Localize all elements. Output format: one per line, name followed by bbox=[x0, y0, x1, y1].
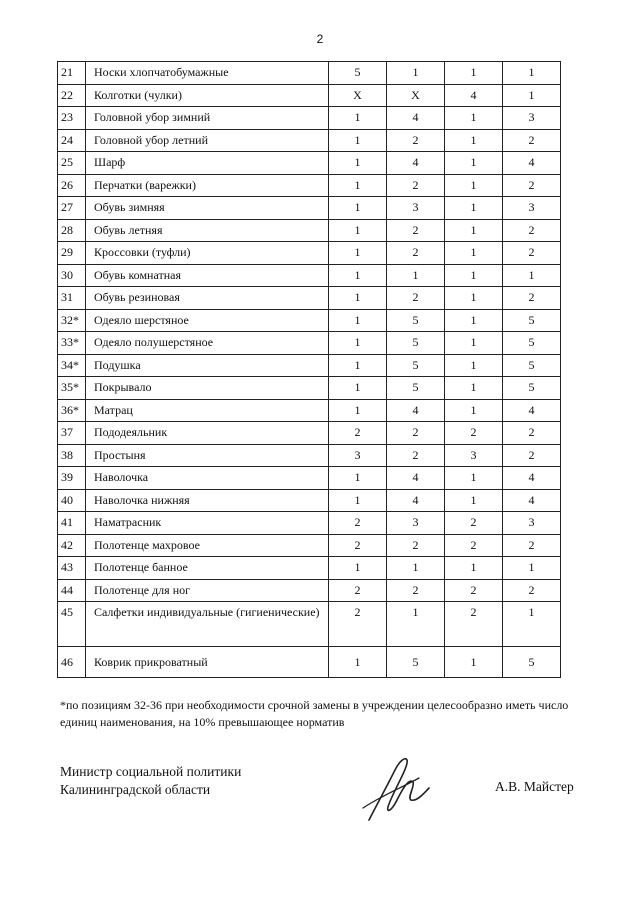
value-cell: 4 bbox=[503, 399, 561, 422]
value-cell: Х bbox=[329, 84, 387, 107]
value-cell: 2 bbox=[329, 422, 387, 445]
item-name: Носки хлопчатобумажные bbox=[86, 62, 329, 85]
item-name: Шарф bbox=[86, 152, 329, 175]
item-name: Пододеяльник bbox=[86, 422, 329, 445]
row-number: 24 bbox=[58, 129, 86, 152]
table-row bbox=[58, 422, 561, 445]
table-row bbox=[58, 579, 561, 602]
value-cell: 1 bbox=[503, 602, 561, 647]
item-name: Полотенце для ног bbox=[86, 579, 329, 602]
value-cell: 1 bbox=[329, 219, 387, 242]
value-cell: 5 bbox=[503, 332, 561, 355]
value-cell: 4 bbox=[387, 399, 445, 422]
value-cell: 2 bbox=[329, 602, 387, 647]
value-cell: 4 bbox=[503, 467, 561, 490]
value-cell: 1 bbox=[387, 557, 445, 580]
table-row bbox=[58, 197, 561, 220]
table-row bbox=[58, 354, 561, 377]
row-number: 43 bbox=[58, 557, 86, 580]
value-cell: 1 bbox=[329, 332, 387, 355]
item-name: Обувь летняя bbox=[86, 219, 329, 242]
value-cell: 1 bbox=[445, 129, 503, 152]
value-cell: 2 bbox=[503, 534, 561, 557]
value-cell: 1 bbox=[503, 62, 561, 85]
value-cell: 1 bbox=[329, 354, 387, 377]
value-cell: 3 bbox=[329, 444, 387, 467]
item-name: Наволочка bbox=[86, 467, 329, 490]
value-cell: 1 bbox=[503, 264, 561, 287]
value-cell: 3 bbox=[445, 444, 503, 467]
value-cell: 1 bbox=[329, 377, 387, 400]
table-row bbox=[58, 107, 561, 130]
value-cell: 2 bbox=[503, 174, 561, 197]
value-cell: 2 bbox=[445, 534, 503, 557]
row-number: 21 bbox=[58, 62, 86, 85]
value-cell: 2 bbox=[503, 579, 561, 602]
value-cell: 1 bbox=[329, 264, 387, 287]
value-cell: 1 bbox=[445, 152, 503, 175]
value-cell: 5 bbox=[387, 647, 445, 678]
row-number: 39 bbox=[58, 467, 86, 490]
item-name: Перчатки (варежки) bbox=[86, 174, 329, 197]
value-cell: 1 bbox=[329, 174, 387, 197]
row-number: 26 bbox=[58, 174, 86, 197]
row-number: 36* bbox=[58, 399, 86, 422]
signer-title-line2: Калининградской области bbox=[60, 782, 211, 797]
row-number: 44 bbox=[58, 579, 86, 602]
page-number: 2 bbox=[316, 32, 324, 46]
value-cell: 5 bbox=[387, 309, 445, 332]
row-number: 42 bbox=[58, 534, 86, 557]
value-cell: 2 bbox=[329, 534, 387, 557]
value-cell: 1 bbox=[445, 467, 503, 490]
value-cell: 2 bbox=[445, 579, 503, 602]
value-cell: 4 bbox=[387, 489, 445, 512]
value-cell: 3 bbox=[503, 197, 561, 220]
value-cell: 2 bbox=[387, 174, 445, 197]
value-cell: 5 bbox=[503, 354, 561, 377]
items-table bbox=[57, 61, 561, 678]
table-row bbox=[58, 129, 561, 152]
value-cell: Х bbox=[387, 84, 445, 107]
value-cell: 1 bbox=[329, 489, 387, 512]
item-name: Салфетки индивидуальные (гигиенические) bbox=[86, 602, 329, 647]
item-name: Кроссовки (туфли) bbox=[86, 242, 329, 265]
row-number: 22 bbox=[58, 84, 86, 107]
value-cell: 1 bbox=[445, 287, 503, 310]
row-number: 37 bbox=[58, 422, 86, 445]
value-cell: 1 bbox=[445, 264, 503, 287]
row-number: 35* bbox=[58, 377, 86, 400]
row-number: 41 bbox=[58, 512, 86, 535]
table-row bbox=[58, 62, 561, 85]
value-cell: 1 bbox=[445, 219, 503, 242]
value-cell: 1 bbox=[445, 377, 503, 400]
row-number: 32* bbox=[58, 309, 86, 332]
value-cell: 4 bbox=[387, 107, 445, 130]
row-number: 29 bbox=[58, 242, 86, 265]
item-name: Колготки (чулки) bbox=[86, 84, 329, 107]
value-cell: 2 bbox=[445, 602, 503, 647]
row-number: 31 bbox=[58, 287, 86, 310]
table-row bbox=[58, 287, 561, 310]
value-cell: 1 bbox=[329, 197, 387, 220]
value-cell: 2 bbox=[503, 287, 561, 310]
row-number: 46 bbox=[58, 647, 86, 678]
row-number: 25 bbox=[58, 152, 86, 175]
row-number: 27 bbox=[58, 197, 86, 220]
signer-title bbox=[60, 763, 241, 799]
item-name: Головной убор зимний bbox=[86, 107, 329, 130]
value-cell: 5 bbox=[329, 62, 387, 85]
table-row bbox=[58, 399, 561, 422]
item-name: Одеяло шерстяное bbox=[86, 309, 329, 332]
item-name: Полотенце банное bbox=[86, 557, 329, 580]
row-number: 33* bbox=[58, 332, 86, 355]
value-cell: 2 bbox=[503, 422, 561, 445]
value-cell: 4 bbox=[503, 489, 561, 512]
row-number: 30 bbox=[58, 264, 86, 287]
value-cell: 5 bbox=[387, 377, 445, 400]
value-cell: 1 bbox=[445, 242, 503, 265]
value-cell: 5 bbox=[503, 647, 561, 678]
value-cell: 2 bbox=[387, 242, 445, 265]
value-cell: 1 bbox=[445, 489, 503, 512]
value-cell: 1 bbox=[445, 107, 503, 130]
table-row bbox=[58, 174, 561, 197]
item-name: Обувь комнатная bbox=[86, 264, 329, 287]
table-row bbox=[58, 309, 561, 332]
row-number: 28 bbox=[58, 219, 86, 242]
value-cell: 1 bbox=[445, 309, 503, 332]
row-number: 45 bbox=[58, 602, 86, 647]
value-cell: 1 bbox=[387, 62, 445, 85]
item-name: Обувь резиновая bbox=[86, 287, 329, 310]
value-cell: 1 bbox=[445, 557, 503, 580]
handwritten-signature bbox=[355, 748, 445, 828]
table-row bbox=[58, 512, 561, 535]
table-row bbox=[58, 242, 561, 265]
signer-title-line1: Министр социальной политики bbox=[60, 764, 242, 779]
value-cell: 1 bbox=[445, 197, 503, 220]
table-row bbox=[58, 219, 561, 242]
item-name: Обувь зимняя bbox=[86, 197, 329, 220]
value-cell: 2 bbox=[387, 579, 445, 602]
value-cell: 1 bbox=[445, 174, 503, 197]
item-name: Головной убор летний bbox=[86, 129, 329, 152]
value-cell: 2 bbox=[503, 444, 561, 467]
table-row bbox=[58, 264, 561, 287]
footnote: *по позициям 32-36 при необходимости срочной замены в учреждении целесообразно иметь число единиц наименования, на 10% превышающее норматив bbox=[60, 698, 569, 729]
value-cell: 1 bbox=[329, 107, 387, 130]
value-cell: 3 bbox=[387, 197, 445, 220]
value-cell: 4 bbox=[503, 152, 561, 175]
table-row bbox=[58, 557, 561, 580]
value-cell: 1 bbox=[445, 354, 503, 377]
value-cell: 1 bbox=[329, 647, 387, 678]
item-name: Наматрасник bbox=[86, 512, 329, 535]
value-cell: 2 bbox=[445, 422, 503, 445]
value-cell: 2 bbox=[503, 129, 561, 152]
item-name: Полотенце махровое bbox=[86, 534, 329, 557]
value-cell: 5 bbox=[503, 377, 561, 400]
value-cell: 1 bbox=[503, 557, 561, 580]
value-cell: 4 bbox=[387, 152, 445, 175]
item-name: Подушка bbox=[86, 354, 329, 377]
row-number: 40 bbox=[58, 489, 86, 512]
value-cell: 3 bbox=[387, 512, 445, 535]
row-number: 23 bbox=[58, 107, 86, 130]
value-cell: 1 bbox=[503, 84, 561, 107]
value-cell: 4 bbox=[387, 467, 445, 490]
value-cell: 1 bbox=[329, 309, 387, 332]
table-row bbox=[58, 534, 561, 557]
item-name: Покрывало bbox=[86, 377, 329, 400]
value-cell: 1 bbox=[329, 129, 387, 152]
value-cell: 2 bbox=[503, 219, 561, 242]
value-cell: 1 bbox=[387, 602, 445, 647]
table-row bbox=[58, 444, 561, 467]
value-cell: 5 bbox=[503, 309, 561, 332]
items-table-body bbox=[58, 62, 561, 678]
value-cell: 2 bbox=[387, 129, 445, 152]
value-cell: 3 bbox=[503, 512, 561, 535]
value-cell: 4 bbox=[445, 84, 503, 107]
value-cell: 1 bbox=[445, 399, 503, 422]
value-cell: 2 bbox=[387, 219, 445, 242]
item-name: Коврик прикроватный bbox=[86, 647, 329, 678]
item-name: Простыня bbox=[86, 444, 329, 467]
value-cell: 1 bbox=[445, 62, 503, 85]
value-cell: 2 bbox=[503, 242, 561, 265]
value-cell: 5 bbox=[387, 332, 445, 355]
value-cell: 2 bbox=[387, 287, 445, 310]
value-cell: 2 bbox=[387, 422, 445, 445]
table-row bbox=[58, 152, 561, 175]
value-cell: 1 bbox=[387, 264, 445, 287]
signer-name: А.В. Майстер bbox=[495, 779, 574, 794]
row-number: 38 bbox=[58, 444, 86, 467]
table-row bbox=[58, 467, 561, 490]
value-cell: 2 bbox=[329, 512, 387, 535]
table-row bbox=[58, 332, 561, 355]
value-cell: 3 bbox=[503, 107, 561, 130]
value-cell: 5 bbox=[387, 354, 445, 377]
value-cell: 1 bbox=[329, 242, 387, 265]
table-row bbox=[58, 489, 561, 512]
item-name: Матрац bbox=[86, 399, 329, 422]
table-row bbox=[58, 647, 561, 678]
value-cell: 2 bbox=[445, 512, 503, 535]
item-name: Наволочка нижняя bbox=[86, 489, 329, 512]
row-number: 34* bbox=[58, 354, 86, 377]
table-row bbox=[58, 84, 561, 107]
value-cell: 1 bbox=[329, 287, 387, 310]
value-cell: 1 bbox=[329, 467, 387, 490]
value-cell: 1 bbox=[329, 557, 387, 580]
value-cell: 1 bbox=[445, 332, 503, 355]
value-cell: 2 bbox=[387, 534, 445, 557]
value-cell: 2 bbox=[387, 444, 445, 467]
value-cell: 1 bbox=[329, 399, 387, 422]
value-cell: 1 bbox=[329, 152, 387, 175]
table-row bbox=[58, 377, 561, 400]
value-cell: 2 bbox=[329, 579, 387, 602]
table-row bbox=[58, 602, 561, 647]
value-cell: 1 bbox=[445, 647, 503, 678]
item-name: Одеяло полушерстяное bbox=[86, 332, 329, 355]
